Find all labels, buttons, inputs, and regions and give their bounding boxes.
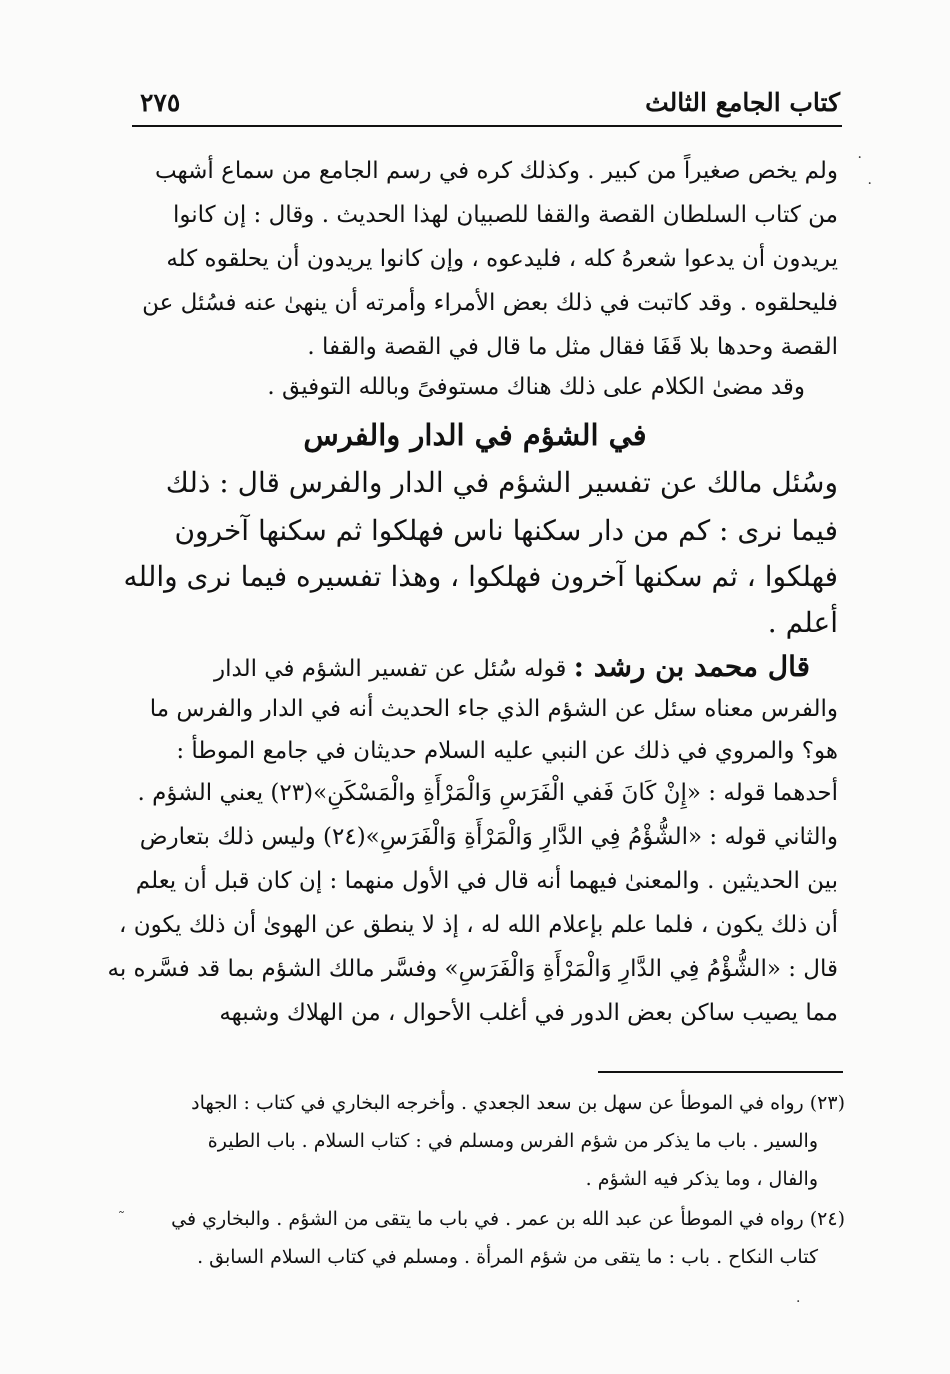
footnote-line: والفال ، وما يذكر فيه الشؤم .	[585, 1168, 818, 1190]
body-line: أحدهما قوله : «إِنْ كَانَ فَفي الْفَرَسِ وَالْمَرْأَةِ والْمَسْكَنِ»(٢٣) يعني الشؤم .	[137, 780, 838, 806]
body-text: قوله سُئل عن تفسير الشؤم في الدار	[214, 656, 574, 682]
body-line: مما يصيب ساكن بعض الدور في أغلب الأحوال ، من الهلاك وشبهه	[219, 1000, 838, 1026]
scan-speck: ·	[867, 176, 872, 192]
scan-speck: ·	[796, 1294, 801, 1310]
body-line: يريدون أن يدعوا شعرهُ كله ، فليدعوه ، وإن كانوا يريدون أن يحلقوه كله	[166, 246, 838, 272]
page-number: ٢٧٥	[140, 88, 181, 117]
body-line: من كتاب السلطان القصة والقفا للصبيان لهذا الحديث . وقال : إن كانوا	[172, 202, 838, 228]
body-line: والفرس معناه سئل عن الشؤم الذي جاء الحديث أنه في الدار والفرس ما	[149, 696, 838, 722]
body-line	[214, 650, 810, 683]
body-line-large: فهلكوا ، ثم سكنها آخرون فهلكوا ، وهذا تفسيره فيما نرى والله	[123, 560, 838, 593]
header-rule	[132, 125, 842, 127]
section-heading: في الشؤم في الدار والفرس	[303, 418, 647, 452]
footnote-line: كتاب النكاح . باب : ما يتقى من شؤم المرأة . ومسلم في كتاب السلام السابق .	[197, 1246, 818, 1268]
body-line: أن ذلك يكون ، فلما علم بإعلام الله له ، إذ لا ينطق عن الهوىٰ أن ذلك يكون ،	[118, 912, 838, 938]
body-line-large: فيما نرى : كم من دار سكنها ناس فهلكوا ثم سكنها آخرون	[174, 514, 838, 547]
running-header-title: كتاب الجامع الثالث	[645, 88, 840, 117]
body-line: بين الحديثين . والمعنىٰ فيهما أنه قال في الأول منهما : إن كان قبل أن يعلم	[135, 868, 838, 894]
body-line: القصة وحدها بلا قَفَا فقال مثل ما قال في القصة والقفا .	[307, 334, 838, 360]
body-line: ولم يخص صغيراً من كبير . وكذلك كره في رسم الجامع من سماع أشهب	[154, 158, 838, 184]
scan-speck: ·	[857, 150, 862, 166]
body-line-large: أعلم .	[767, 606, 838, 639]
body-line: وقد مضىٰ الكلام على ذلك هناك مستوفىً وبالله التوفيق .	[267, 374, 805, 400]
footnote-rule	[598, 1071, 843, 1073]
body-line: فليحلقوه . وقد كاتبت في ذلك بعض الأمراء وأمرته أن ينهىٰ عنه فسُئل عن	[142, 290, 838, 316]
footnote-line: والسير . باب ما يذكر من شؤم الفرس ومسلم في : كتاب السلام . باب الطيرة	[207, 1130, 818, 1152]
body-line: هو؟ والمروي في ذلك عن النبي عليه السلام حديثان في جامع الموطأ :	[176, 738, 838, 764]
body-line: والثاني قوله : «الشُّؤْمُ فِي الدَّارِ وَالْمَرْأَةِ وَالْفَرَسِ»(٢٤) وليس ذلك بتعارض	[139, 824, 838, 850]
footnote-line: (٢٤) رواه في الموطأ عن عبد الله بن عمر . في باب ما يتقى من الشؤم . والبخاري في	[171, 1208, 845, 1230]
scan-speck: ˜	[118, 1210, 125, 1226]
footnote-line: (٢٣) رواه في الموطأ عن سهل بن سعد الجعدي . وأخرجه البخاري في كتاب : الجهاد	[191, 1092, 845, 1114]
body-line: قال : «الشُّؤْمُ فِي الدَّارِ وَالْمَرْأَةِ وَالْفَرَسِ» وفسَّر مالك الشؤم بما قد فسَّره به	[107, 956, 838, 982]
author-lead: قال محمد بن رشد :	[573, 650, 810, 683]
body-line-large: وسُئل مالك عن تفسير الشؤم في الدار والفرس قال : ذلك	[165, 466, 838, 499]
